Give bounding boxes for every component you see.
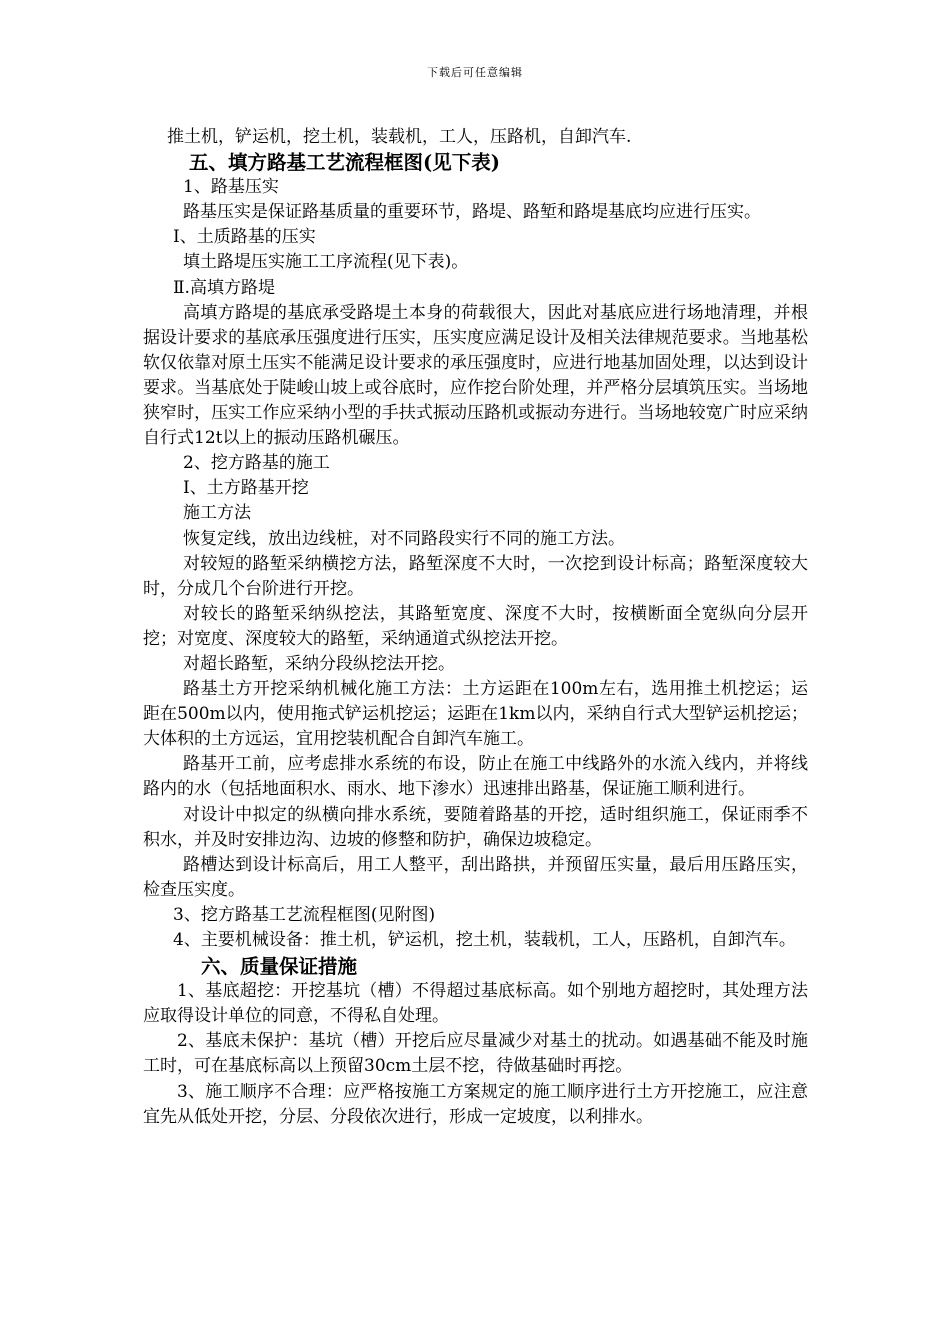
quality-item-3: 3、施工顺序不合理：应严格按施工方案规定的施工顺序进行土方开挖施工，应注意宜先从低处开挖，分层、分段依次进行，形成一定坡度，以利排水。 (143, 1081, 808, 1127)
section-6-heading: 六、质量保证措施 (201, 955, 358, 979)
subsection-2-title: 2、挖方路基的施工 (183, 453, 330, 474)
subsection-4-equipment: 4、主要机械设备：推土机，铲运机，挖土机，装载机，工人，压路机，自卸汽车。 (173, 930, 796, 950)
equipment-list-line: 推土机，铲运机，挖土机，装载机，工人，压路机，自卸汽车. (167, 127, 632, 147)
high-fill-title: Ⅱ.高填方路堤 (173, 277, 275, 298)
excavation-paragraph-1: 恢复定线，放出边线桩，对不同路段实行不同的施工方法。 (183, 528, 625, 549)
excavation-paragraph-3: 对较长的路堑采纳纵挖法，其路堑宽度、深度不大时，按横断面全宽纵向分层开挖；对宽度、深度较大的路堑，采纳通道式纵挖法开挖。 (143, 603, 808, 649)
document-body (143, 125, 808, 1130)
subsection-1-title: 1、路基压实 (183, 177, 279, 198)
page-header: 下载后可任意编辑 (427, 66, 523, 79)
high-fill-paragraph: 高填方路堤的基底承受路堤土本身的荷载很大，因此对基底应进行场地清理，并根据设计要求的基底承压强度进行压实，压实度应满足设计及相关法律规范要求。当地基松软仅依靠对原土压实不能满足设计要求的承压强度时，应进行地基加固处理，以达到设计要求。当基底处于陡峻山坡上或谷底时，应作挖台阶处理，并严格分层填筑压实。当场地狭窄时，压实工作应采纳小型的手扶式振动压路机或振动夯进行。当场地较宽广时应采纳自行式12t以上的振动压路机碾压。 (143, 302, 808, 449)
excavation-paragraph-4: 对超长路堑，采纳分段纵挖法开挖。 (183, 653, 455, 674)
earth-excavation-title: Ⅰ、土方路基开挖 (183, 478, 309, 499)
subsection-3-title: 3、挖方路基工艺流程框图(见附图) (173, 904, 436, 925)
excavation-paragraph-5: 路基土方开挖采纳机械化施工方法：土方运距在100m左右，选用推土机挖运；运距在500m以内，使用拖式铲运机挖运；运距在1km以内，采纳自行式大型铲运机挖运；大体积的土方远运，宜用挖装机配合自卸汽车施工。 (143, 679, 808, 750)
excavation-paragraph-7: 对设计中拟定的纵横向排水系统，要随着路基的开挖，适时组织施工，保证雨季不积水，并及时安排边沟、边坡的修整和防护，确保边坡稳定。 (143, 804, 808, 850)
excavation-paragraph-6: 路基开工前，应考虑排水系统的布设，防止在施工中线路外的水流入线内，并将线路内的水（包括地面积水、雨水、地下渗水）迅速排出路基，保证施工顺利进行。 (143, 754, 808, 800)
excavation-paragraph-8: 路槽达到设计标高后，用工人整平，刮出路拱，并预留压实量，最后用压路压实，检查压实度。 (143, 854, 808, 900)
construction-method-label: 施工方法 (183, 503, 251, 524)
section-5-heading: 五、填方路基工艺流程框图(见下表) (189, 151, 500, 175)
subsection-1-paragraph: 路基压实是保证路基质量的重要环节，路堤、路堑和路堤基底均应进行压实。 (183, 202, 761, 223)
soil-compaction-title: Ⅰ、土质路基的压实 (173, 227, 316, 248)
quality-item-2: 2、基底未保护：基坑（槽）开挖后应尽量减少对基土的扰动。如遇基础不能及时施工时，可在基底标高以上预留30cm土层不挖，待做基础时再挖。 (143, 1031, 808, 1077)
soil-compaction-paragraph: 填土路堤压实施工工序流程(见下表)。 (183, 252, 469, 273)
excavation-paragraph-2: 对较短的路堑采纳横挖方法，路堑深度不大时，一次挖到设计标高；路堑深度较大时，分成几个台阶进行开挖。 (143, 553, 808, 599)
quality-item-1: 1、基底超挖：开挖基坑（槽）不得超过基底标高。如个别地方超挖时，其处理方法应取得设计单位的同意，不得私自处理。 (143, 981, 808, 1027)
